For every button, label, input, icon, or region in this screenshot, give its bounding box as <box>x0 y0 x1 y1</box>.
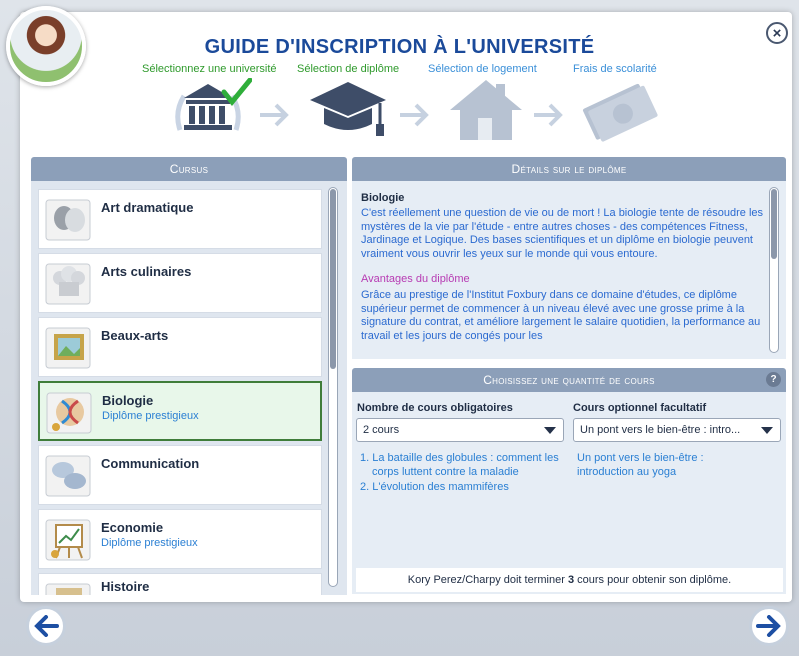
major-item-communication[interactable] <box>38 445 322 505</box>
optional-course-value: Un pont vers le bien-être : intro... <box>580 424 741 436</box>
major-name: Economie <box>101 520 164 535</box>
dna-icon <box>45 389 95 437</box>
arrow-left-icon <box>33 615 59 637</box>
completion-text-post: cours pour obtenir son diplôme. <box>574 574 732 586</box>
prestige-badge: Diplôme prestigieux <box>102 410 199 422</box>
degree-description: C'est réellement une question de vie ou de mort ! La biologie tente de résoudre les mystères de la vie par l'étude - entre autres choses - des compétences Fitness, Jardinage et Logique. Des bases scientifiques et un diplôme en biologie peuvent vraiment vous ouvrir les yeux sur le monde qui vous entoure. <box>361 207 764 260</box>
cursus-list <box>31 181 347 595</box>
arrow-right-icon <box>756 615 782 637</box>
major-name: Communication <box>101 456 200 471</box>
step-label-housing[interactable]: Sélection de logement <box>428 63 537 75</box>
university-icon[interactable] <box>172 78 252 140</box>
arrow-right-icon <box>532 100 568 130</box>
major-item-art-dramatique[interactable] <box>38 189 322 249</box>
required-courses-dropdown[interactable] <box>356 418 564 442</box>
help-icon[interactable]: ? <box>766 372 781 387</box>
arrow-right-icon <box>398 100 434 130</box>
sim-avatar <box>6 6 86 86</box>
step-label-fees[interactable]: Frais de scolarité <box>573 63 657 75</box>
close-button[interactable]: × <box>766 22 788 44</box>
required-courses-value: 2 cours <box>363 424 400 436</box>
scrollbar-thumb[interactable] <box>330 189 336 369</box>
painting-frame-icon <box>44 324 94 372</box>
scrollbar-thumb[interactable] <box>771 189 777 259</box>
major-name: Histoire <box>101 579 150 594</box>
major-name: Art dramatique <box>101 200 194 215</box>
optional-course-description: Un pont vers le bien-être : introduction au yoga <box>577 452 704 478</box>
required-courses-label: Nombre de cours obligatoires <box>357 402 513 414</box>
optional-course-label: Cours optionnel facultatif <box>573 402 707 414</box>
major-item-histoire[interactable] <box>38 573 322 595</box>
details-header: Détails sur le diplôme <box>352 157 786 181</box>
list-item: 2. L'évolution des mammifères <box>360 481 509 493</box>
details-text <box>361 192 765 343</box>
completion-message <box>356 568 783 592</box>
cursus-header: Cursus <box>31 157 347 181</box>
major-item-biologie[interactable] <box>38 381 322 441</box>
step-label-university[interactable]: Sélectionnez une université <box>142 63 277 75</box>
required-course-list <box>360 452 566 495</box>
degree-details <box>352 181 786 359</box>
chef-hat-icon <box>44 260 94 308</box>
graduation-cap-icon[interactable] <box>306 78 390 140</box>
optional-course-dropdown[interactable] <box>573 418 781 442</box>
major-item-arts-culinaires[interactable] <box>38 253 322 313</box>
speech-bubbles-icon <box>44 452 94 500</box>
house-icon[interactable] <box>448 78 524 142</box>
completion-text-pre: Kory Perez/Charpy doit terminer <box>407 574 568 586</box>
major-item-economie[interactable] <box>38 509 322 569</box>
theater-masks-icon <box>44 196 94 244</box>
prestige-badge: Diplôme prestigieux <box>101 537 198 549</box>
major-name: Biologie <box>102 393 154 408</box>
previous-button[interactable] <box>26 606 66 646</box>
cursus-scrollbar[interactable] <box>328 187 338 587</box>
chevron-down-icon <box>544 427 556 434</box>
chart-easel-icon <box>44 516 94 564</box>
advantages-text: Grâce au prestige de l'Institut Foxbury dans ce domaine d'études, ce diplôme supérieur permet de commencer à un niveau élevé avec une grosse prime à la signature du contrat, et améliore largement le salaire quotidien, la performance au travail et les jours de congés pour les <box>361 289 761 342</box>
details-scrollbar[interactable] <box>769 187 779 353</box>
course-quantity-header: Choisissez une quantité de cours <box>352 368 786 392</box>
list-item: 1. La bataille des globules : comment les corps luttent contre la maladie <box>360 452 559 478</box>
degree-title: Biologie <box>361 192 405 204</box>
major-item-beaux-arts[interactable] <box>38 317 322 377</box>
major-name: Beaux-arts <box>101 328 169 343</box>
major-name: Arts culinaires <box>101 264 192 279</box>
money-icon[interactable] <box>578 78 660 142</box>
chevron-down-icon <box>761 427 773 434</box>
step-label-degree[interactable]: Sélection de diplôme <box>297 63 400 75</box>
next-button[interactable] <box>749 606 789 646</box>
page-title: GUIDE D'INSCRIPTION À L'UNIVERSITÉ <box>204 36 595 58</box>
advantages-title: Avantages du diplôme <box>361 273 470 286</box>
completion-count: 3 <box>567 574 575 586</box>
history-icon <box>44 580 94 595</box>
arrow-right-icon <box>258 100 294 130</box>
